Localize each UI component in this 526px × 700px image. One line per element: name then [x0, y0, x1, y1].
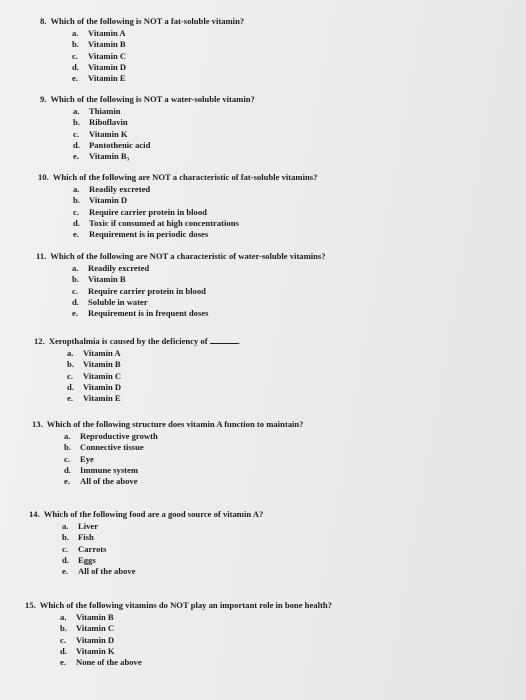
answer-blank [210, 335, 238, 344]
options-list [38, 184, 317, 240]
option: a. Vitamin A [72, 28, 126, 39]
option: c. Require carrier protein in blood [73, 206, 207, 217]
option: c. Carrots [62, 543, 107, 554]
option: b. Riboflavin [73, 117, 128, 128]
options-list [40, 106, 255, 162]
question-stem: 12. Xeropthalmia is caused by the deficiency of . [34, 336, 240, 346]
option: b. Connective tissue [64, 442, 144, 453]
option: e. Vitamin E [72, 72, 126, 83]
option: e. Requirement is in frequent doses [72, 307, 209, 318]
option: e. Vitamin E [67, 392, 121, 403]
question-stem: 8. Which of the following is NOT a fat-soluble vitamin? [40, 16, 245, 26]
option: a. Readily excreted [73, 184, 151, 195]
question-stem: 13. Which of the following structure does vitamin A function to maintain? [32, 419, 304, 429]
option: c. Vitamin C [72, 50, 127, 61]
options-list [40, 28, 244, 84]
options-list [25, 612, 332, 668]
question-stem: 9. Which of the following is NOT a water-soluble vitamin? [40, 94, 255, 104]
option: d. Eggs [62, 554, 96, 565]
option: a. Thiamin [73, 106, 121, 117]
option: c. Vitamin D [60, 634, 115, 645]
question-11 [36, 251, 326, 319]
options-list [36, 263, 326, 319]
question-14 [29, 509, 263, 577]
option: e. All of the above [62, 565, 136, 576]
question-10 [38, 172, 317, 240]
option: c. Require carrier protein in blood [72, 285, 206, 296]
option: d. Toxic if consumed at high concentrations [73, 217, 239, 228]
options-list [32, 431, 303, 487]
option: e. All of the above [64, 475, 138, 486]
options-list [29, 521, 263, 577]
question-13 [32, 419, 303, 487]
option: b. Vitamin D [73, 195, 128, 206]
question-stem: 11. Which of the following are NOT a characteristic of water-soluble vitamins? [36, 251, 326, 261]
option: a. Vitamin B [60, 612, 114, 623]
option: d. Immune system [64, 464, 139, 475]
question-15 [25, 600, 332, 668]
option: a. Liver [62, 521, 99, 532]
question-stem: 14. Which of the following food are a good source of vitamin A? [29, 509, 264, 519]
option: a. Reproductive growth [64, 431, 158, 442]
options-list [34, 348, 240, 404]
option: d. Vitamin D [67, 381, 122, 392]
option: e. Vitamin B₃ [73, 150, 130, 161]
option: d. Pantothenic acid [73, 139, 151, 150]
option: e. Requirement is in periodic doses [73, 228, 209, 239]
option: e. None of the above [60, 656, 142, 667]
option: d. Soluble in water [72, 296, 148, 307]
option: c. Eye [64, 453, 94, 464]
question-stem: 10. Which of the following are NOT a characteristic of fat-soluble vitamins? [38, 172, 318, 182]
option: d. Vitamin K [60, 645, 115, 656]
question-9 [40, 94, 255, 162]
option: b. Fish [62, 532, 94, 543]
option: c. Vitamin C [67, 370, 122, 381]
option: b. Vitamin B [72, 274, 126, 285]
question-stem: 15. Which of the following vitamins do NOT play an important role in bone health? [25, 600, 332, 610]
question-12 [34, 335, 240, 404]
option: b. Vitamin B [67, 359, 121, 370]
option: d. Vitamin D [72, 61, 127, 72]
option: b. Vitamin B [72, 39, 126, 50]
option: c. Vitamin K [73, 128, 128, 139]
option: a. Vitamin A [67, 348, 121, 359]
question-8 [40, 16, 244, 84]
option: a. Readily excreted [72, 263, 150, 274]
option: b. Vitamin C [60, 623, 115, 634]
